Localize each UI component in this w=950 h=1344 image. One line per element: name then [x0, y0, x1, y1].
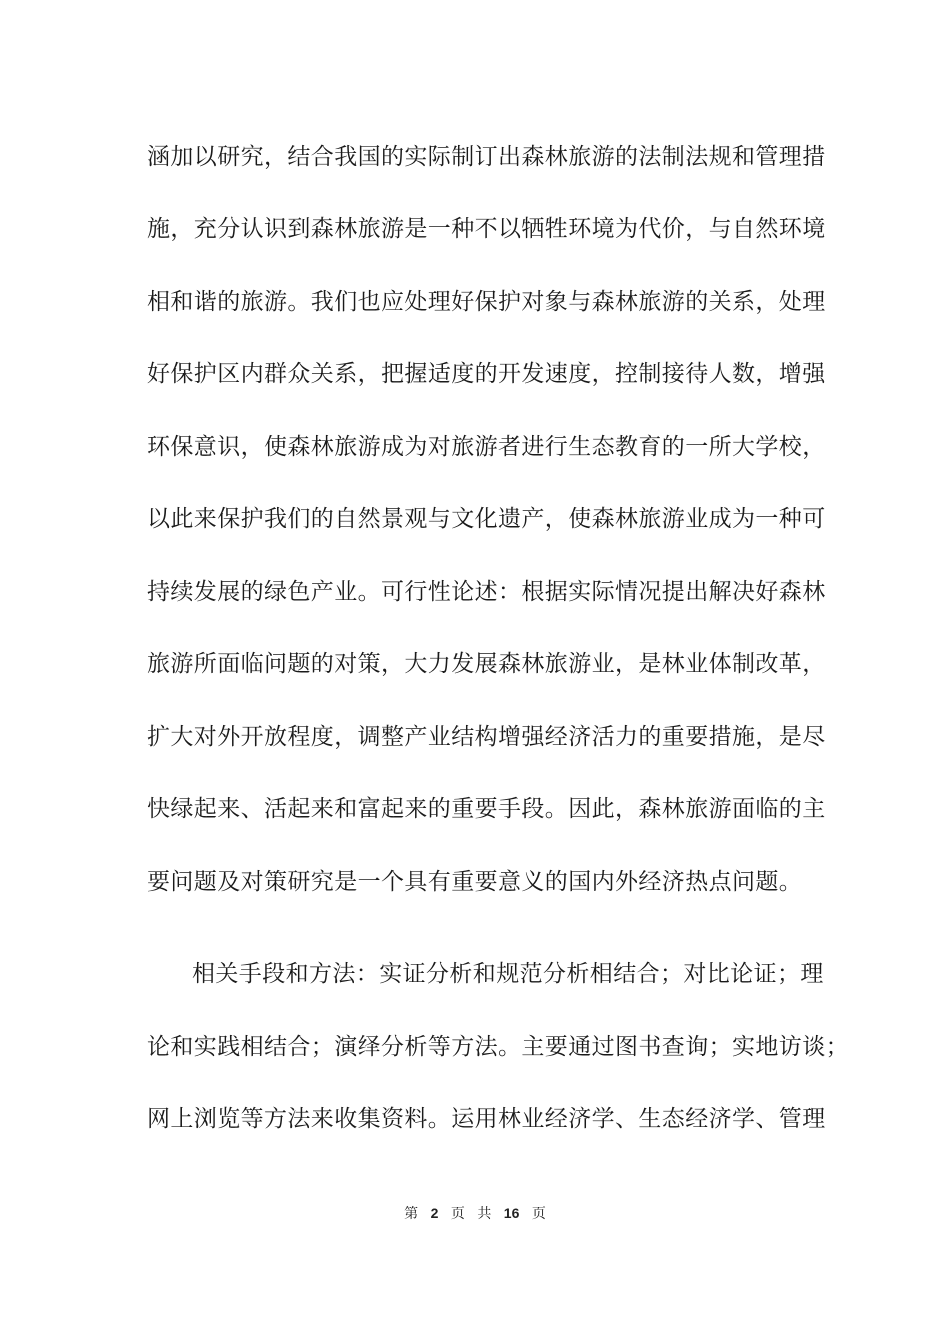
body-text-line: 环保意识，使森林旅游成为对旅游者进行生态教育的一所大学校，: [147, 434, 826, 460]
footer-prefix: 第: [404, 1206, 419, 1222]
body-text-line: 涵加以研究，结合我国的实际制订出森林旅游的法制法规和管理措: [147, 144, 826, 170]
body-text-line: 以此来保护我们的自然景观与文化遗产，使森林旅游业成为一种可: [147, 506, 826, 532]
body-text-line: 论和实践相结合；演绎分析等方法。主要通过图书查询；实地访谈；: [147, 1034, 849, 1060]
page-number-footer: [0, 1203, 950, 1224]
body-text-line: 旅游所面临问题的对策，大力发展森林旅游业，是林业体制改革，: [147, 651, 826, 677]
footer-total-word: 共: [477, 1206, 492, 1222]
body-text-line: 施，充分认识到森林旅游是一种不以牺牲环境为代价，与自然环境: [147, 216, 826, 242]
body-text-line: 扩大对外开放程度，调整产业结构增强经济活力的重要措施，是尽: [147, 724, 826, 750]
footer-page-word: 页: [450, 1206, 465, 1222]
footer-suffix: 页: [531, 1206, 546, 1222]
total-pages-number: 16: [503, 1205, 520, 1221]
paragraph-first-line: 相关手段和方法：实证分析和规范分析相结合；对比论证；理: [192, 961, 824, 987]
body-text-line: 好保护区内群众关系，把握适度的开发速度，控制接待人数，增强: [147, 361, 826, 387]
body-text-line: 要问题及对策研究是一个具有重要意义的国内外经济热点问题。: [147, 869, 803, 895]
body-text-line: 网上浏览等方法来收集资料。运用林业经济学、生态经济学、管理: [147, 1106, 826, 1132]
body-text-line: 快绿起来、活起来和富起来的重要手段。因此，森林旅游面临的主: [147, 796, 826, 822]
body-text-line: 相和谐的旅游。我们也应处理好保护对象与森林旅游的关系，处理: [147, 289, 826, 315]
current-page-number: 2: [430, 1205, 439, 1221]
body-text-line: 持续发展的绿色产业。可行性论述：根据实际情况提出解决好森林: [147, 579, 826, 605]
